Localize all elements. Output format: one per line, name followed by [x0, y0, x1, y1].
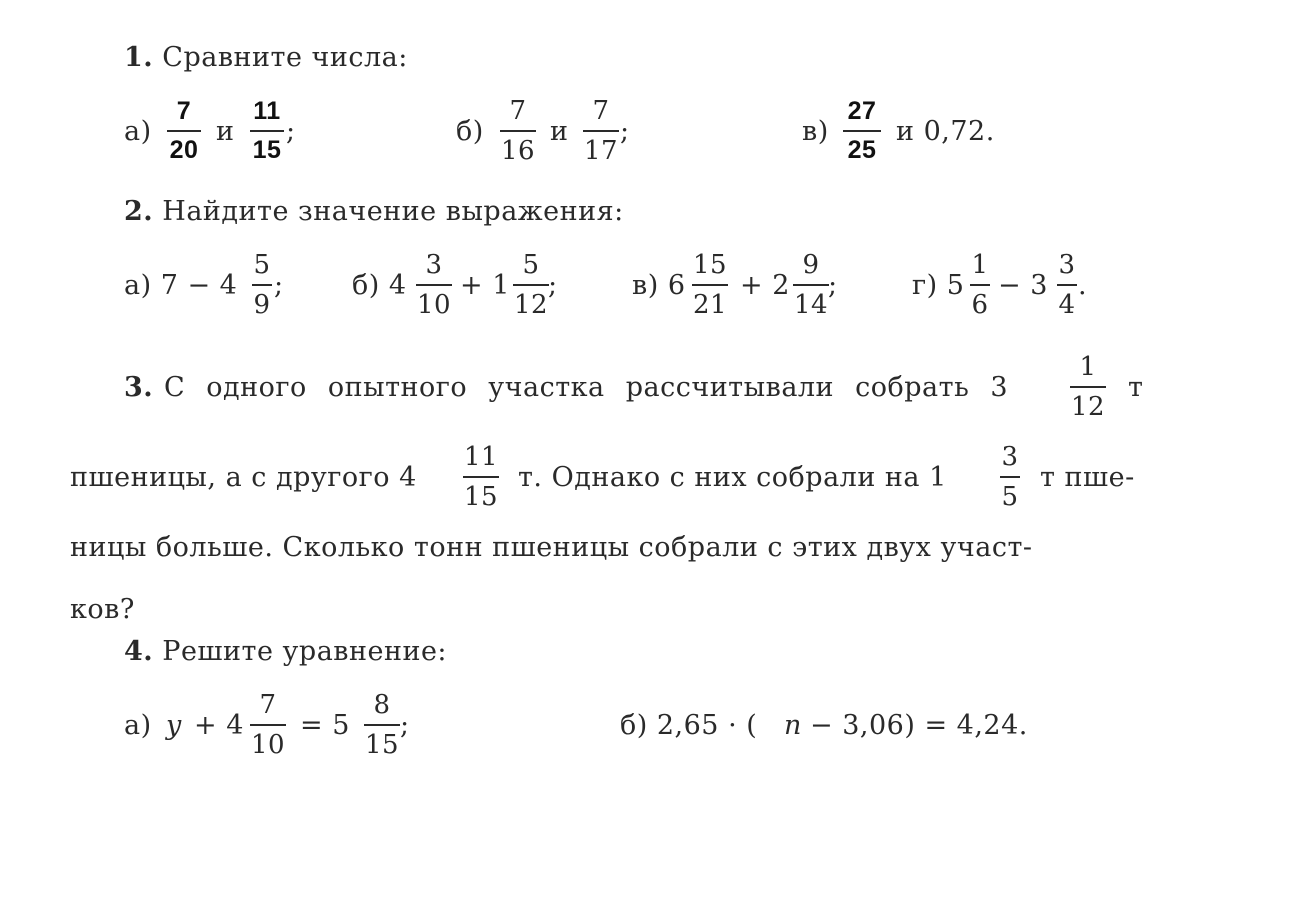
variable-y: y	[166, 710, 182, 741]
problem-title: Сравните числа:	[162, 42, 408, 73]
item-label: а)	[124, 116, 152, 147]
problem-1	[124, 44, 408, 71]
problem-title: Найдите значение выражения:	[162, 196, 624, 227]
problem-number: 2.	[124, 196, 154, 227]
problem-number: 4.	[124, 636, 154, 667]
problem-4	[124, 638, 447, 665]
variable-n: n	[784, 710, 802, 741]
problem-2	[124, 198, 624, 225]
problem-text: С одного опытного участка рассчитывали собрать 3	[164, 372, 1009, 403]
problem-title: Решите уравнение:	[162, 636, 448, 667]
item-label: в)	[802, 116, 829, 147]
problem-number: 1.	[124, 42, 154, 73]
item-label: б)	[456, 116, 484, 147]
problem-number: 3.	[124, 372, 154, 403]
